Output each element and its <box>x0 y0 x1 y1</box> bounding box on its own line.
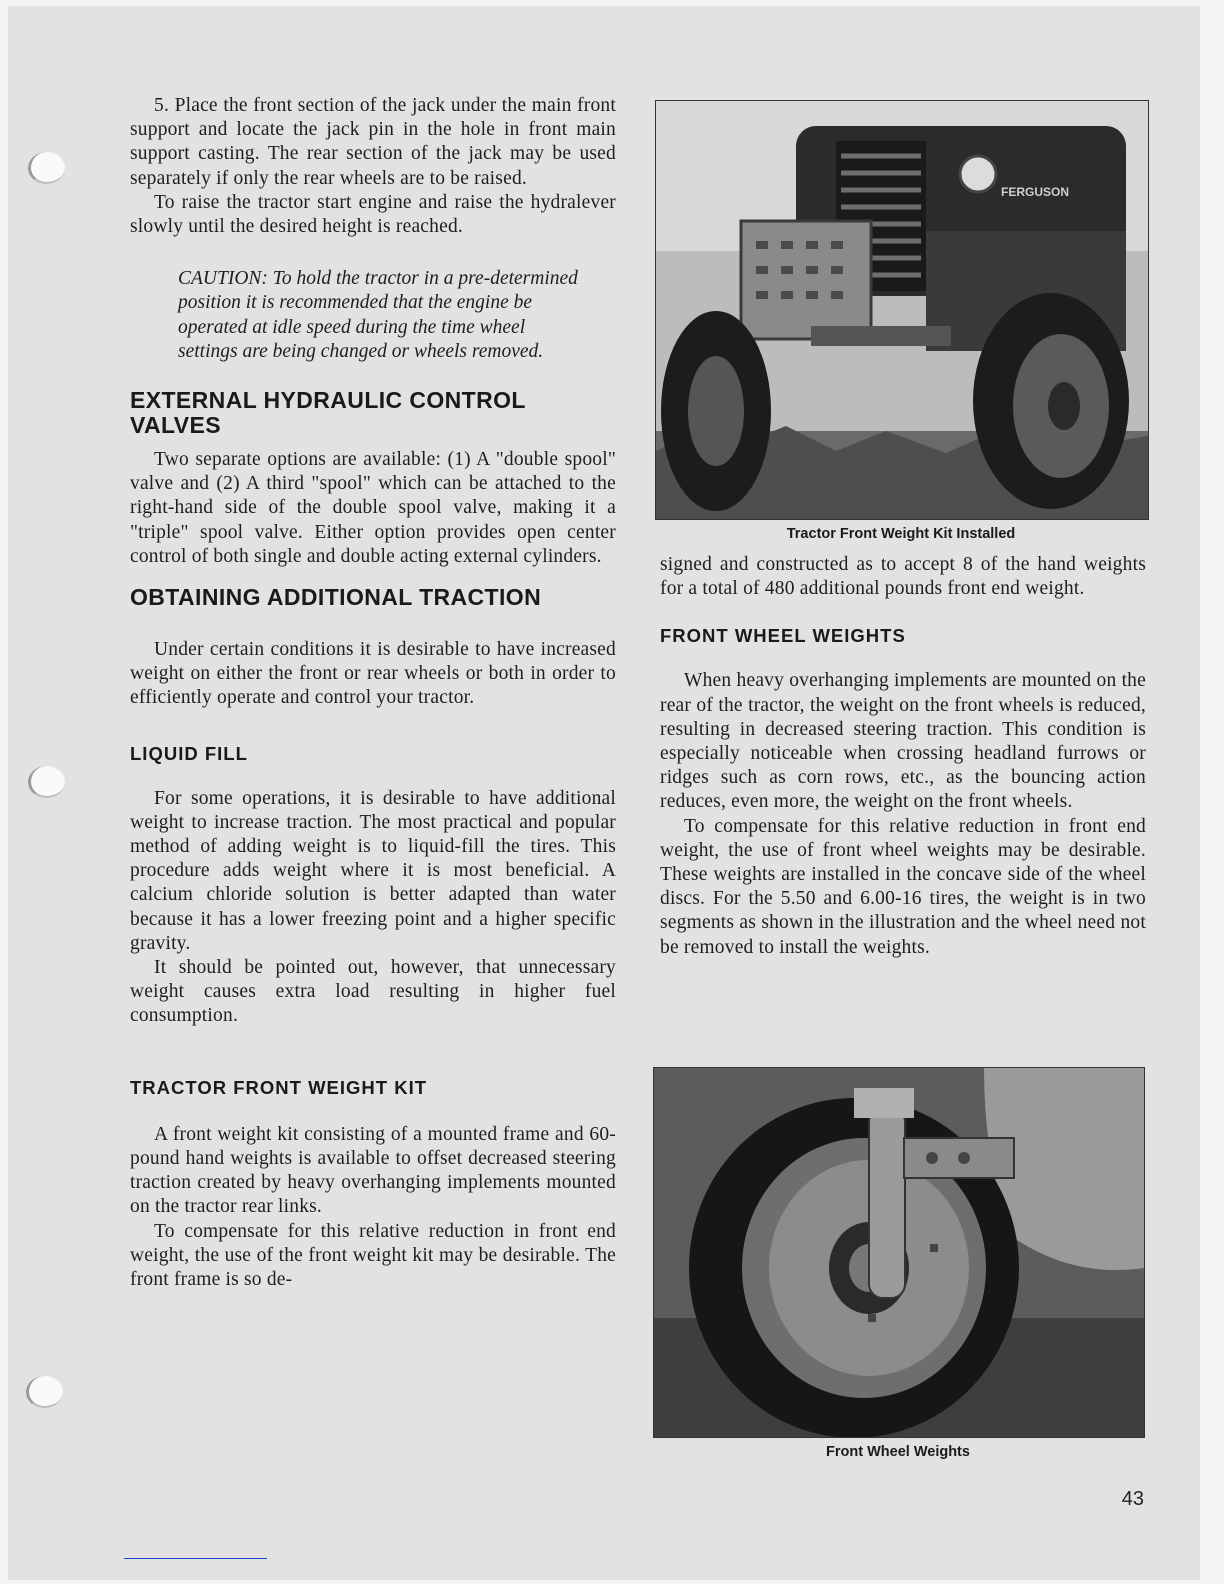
binder-hole-top <box>28 152 65 184</box>
para-jack: 5. Place the front section of the jack under the main front support and locate the jack pin in the hole in front main support casting. The rear section of the jack may be used separately if only the rear wheels are to be raised. <box>130 95 616 189</box>
wheel-illustration <box>654 1068 1144 1437</box>
heading-front-weight-kit: TRACTOR FRONT WEIGHT KIT <box>130 1076 428 1098</box>
binder-hole-bottom <box>26 1376 63 1408</box>
para-frame-continued: signed and constructed as to accept 8 of the hand weights for a total of 480 additional pounds front end weight. <box>660 554 1146 600</box>
para-front-wheel-weights: When heavy overhanging implements are mounted on the rear of the tractor, the weight on the front wheels is reduced, resulting in decreased steering traction. This condition is especially noticeable when crossing headland furrows or ridges such as corn rows, etc., as the bouncing action reduces, even more, the weight on the front wheels. <box>660 670 1146 813</box>
heading-additional-traction: OBTAINING ADDITIONAL TRACTION <box>130 584 542 611</box>
heading-liquid-fill: LIQUID FILL <box>130 742 248 764</box>
photo-front-wheel-weights <box>653 1067 1145 1438</box>
binder-hole-middle <box>28 766 65 798</box>
page-number: 43 <box>1121 1488 1144 1510</box>
tractor-badge: FERGUSON <box>1001 185 1070 199</box>
para-front-weight-kit-2: To compensate for this relative reduction in front end weight, the use of the front weight kit may be desirable. The front frame is so de- <box>130 1220 616 1290</box>
left-column <box>130 94 616 1292</box>
para-liquid-fill: For some operations, it is desirable to have additional weight to increase traction. The most practical and popular method of adding weight is to liquid-fill the tires. This procedure adds weight where it is most beneficial. A calcium chloride solution is better adapted than water because it has a lower freezing point and a higher specific gravity. <box>130 787 616 954</box>
tractor-illustration <box>656 101 1148 519</box>
underline-artifact <box>124 1558 267 1559</box>
caution-note: CAUTION: To hold the tractor in a pre-determined position it is recommended that the engine be operated at idle speed during the time wheel settings are being changed or wheels removed. <box>178 268 578 362</box>
heading-external-hydraulic: EXTERNAL HYDRAULIC CONTROL VALVES <box>130 387 526 439</box>
caption-front-weight-kit: Tractor Front Weight Kit Installed <box>786 526 1016 542</box>
para-additional-traction: Under certain conditions it is desirable to have increased weight on either the front or rear wheels or both in order to efficiently operate and control your tractor. <box>130 639 616 709</box>
right-column <box>660 553 1146 960</box>
photo-tractor-front-weight-kit <box>655 100 1149 520</box>
heading-front-wheel-weights: FRONT WHEEL WEIGHTS <box>660 625 906 647</box>
para-front-wheel-weights-2: To compensate for this relative reduction in front end weight, the use of front wheel weights may be desirable. These weights are installed in the concave side of the wheel discs. For the 5.50 and 6.00-16 tires, the weight is in two segments as shown in the illustration and the wheel need not be removed to install the weights. <box>660 815 1146 958</box>
caption-front-wheel-weights: Front Wheel Weights <box>826 1444 970 1460</box>
para-liquid-fill-2: It should be pointed out, however, that unnecessary weight causes extra load resulting in higher fuel consumption. <box>130 957 616 1027</box>
para-external-hydraulic: Two separate options are available: (1) A "double spool" valve and (2) A third "spool" which can be attached to the right-hand side of the double spool valve, making it a "triple" spool valve. Either option provides open center control of both single and double acting external cylinders. <box>130 449 616 567</box>
para-front-weight-kit: A front weight kit consisting of a mounted frame and 60-pound hand weights is available to offset decreased steering traction created by heavy overhanging implements mounted on the tractor rear links. <box>130 1123 616 1218</box>
para-raise: To raise the tractor start engine and raise the hydralever slowly until the desired height is reached. <box>130 191 616 238</box>
